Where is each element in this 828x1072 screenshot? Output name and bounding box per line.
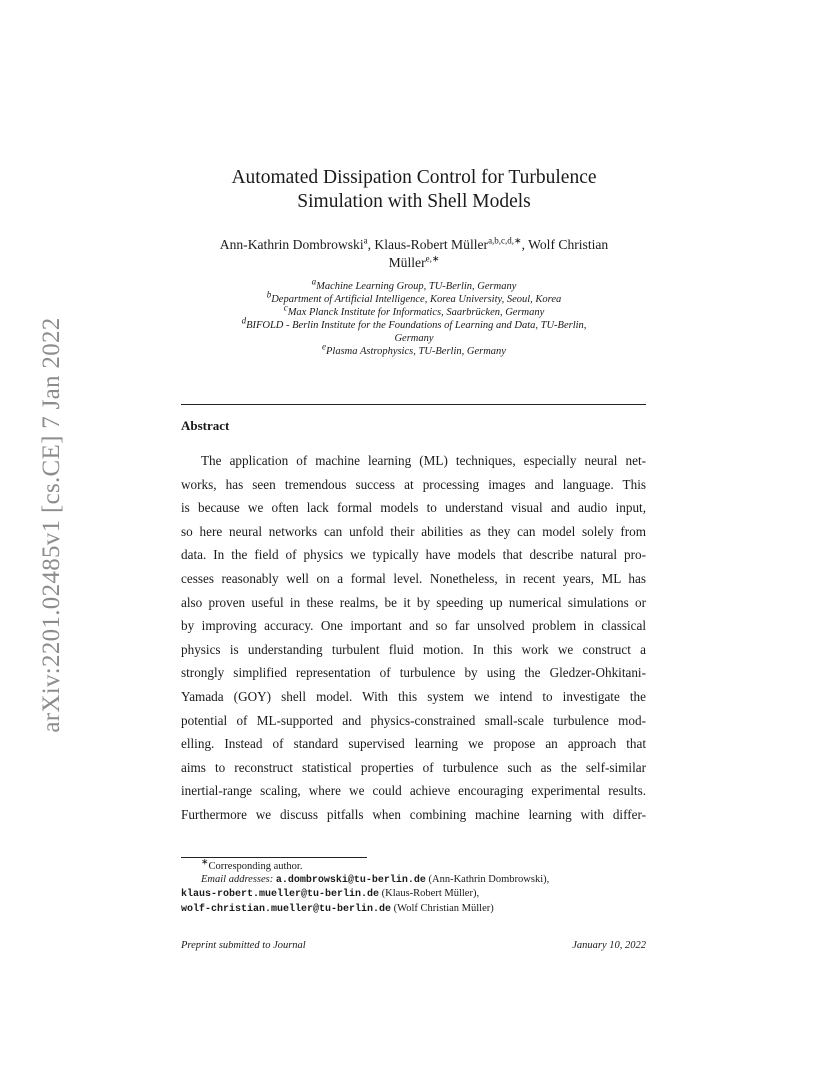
email-line-3 — [181, 902, 651, 916]
abstract-line: also proven useful in these realms, be it by speeding up numerical simulations or — [181, 594, 646, 610]
author-line-1 — [0, 236, 828, 254]
author-name: , Wolf Christian — [521, 237, 609, 252]
abstract-line: by improving accuracy. One important and so far unsolved problem in classical — [181, 618, 646, 634]
email-owner: (Wolf Christian Müller) — [393, 902, 494, 914]
affil-text: BIFOLD - Berlin Institute for the Foundations of Learning and Data, TU-Berlin, — [246, 320, 587, 331]
affiliation-d — [0, 315, 828, 332]
email-label: Email addresses: — [201, 874, 274, 886]
footnotes — [181, 856, 651, 916]
affil-sup: c — [283, 302, 288, 313]
abstract-heading: Abstract — [181, 418, 230, 433]
email-line-2 — [181, 887, 651, 901]
arxiv-identifier-stamp: arXiv:2201.02485v1 [cs.CE] 7 Jan 2022 — [38, 317, 65, 733]
author-name: Müller — [388, 255, 426, 270]
affiliation-d-cont: Germany — [394, 333, 434, 344]
affiliation-c — [0, 302, 828, 319]
email-owner: (Ann-Kathrin Dombrowski), — [428, 874, 550, 886]
affiliation-b — [0, 289, 828, 306]
abstract-line: inertial-range scaling, where we could achieve encouraging experimental results. — [181, 783, 646, 799]
abstract-line: works, has seen tremendous success at processing images and language. This — [181, 476, 646, 492]
corresponding-author-note — [181, 856, 651, 873]
abstract-line: Yamada (GOY) shell model. With this system we intend to investigate the — [181, 688, 646, 704]
footer-journal: Preprint submitted to Journal — [181, 940, 306, 951]
affil-text: Department of Artificial Intelligence, Korea University, Seoul, Korea — [271, 294, 562, 305]
affil-sup: e — [322, 341, 327, 352]
title-line-1: Automated Dissipation Control for Turbulence — [231, 167, 597, 188]
abstract-top-rule — [181, 404, 646, 405]
abstract-line: so here neural networks can unfold their abilities as they can model solely from — [181, 523, 646, 539]
footnote-marker: ∗ — [201, 856, 209, 867]
author-line-2 — [0, 254, 828, 272]
author-name: , Klaus-Robert Müller — [367, 237, 489, 252]
email-link[interactable]: a.dombrowski@tu-berlin.de — [275, 875, 426, 887]
affil-sup: d — [241, 315, 247, 326]
email-link[interactable]: wolf-christian.mueller@tu-berlin.de — [181, 903, 392, 915]
email-line-1 — [181, 873, 651, 887]
affiliation-a — [0, 276, 828, 293]
author-affil-sup: a,b,c,d,∗ — [488, 235, 522, 246]
abstract-line: potential of ML-supported and physics-constrained small-scale turbulence mod- — [181, 712, 646, 728]
affiliation-e — [0, 341, 828, 358]
footer-date: January 10, 2022 — [572, 940, 646, 951]
abstract-line: data. In the field of physics we typically have models that describe natural pro- — [181, 547, 646, 563]
affiliations — [0, 276, 828, 358]
abstract-line: is because we often lack formal models to understand visual and audio input, — [181, 500, 646, 516]
abstract-line: The application of machine learning (ML) techniques, especially neural net- — [201, 453, 646, 468]
paper-title — [0, 166, 828, 214]
abstract-body — [181, 449, 646, 827]
affil-text: Machine Learning Group, TU-Berlin, Germany — [316, 281, 517, 292]
title-line-2: Simulation with Shell Models — [297, 191, 531, 212]
affil-sup: b — [266, 289, 272, 300]
author-name: Ann-Kathrin Dombrowski — [219, 237, 364, 252]
affil-sup: a — [311, 276, 317, 287]
abstract-line: Furthermore we discuss pitfalls when combining machine learning with differ- — [181, 806, 646, 822]
abstract-line: strongly simplified representation of turbulence by using the Gledzer-Ohkitani- — [181, 665, 646, 681]
author-list — [0, 236, 828, 272]
email-owner: (Klaus-Robert Müller), — [381, 888, 480, 900]
affil-text: Max Planck Institute for Informatics, Saarbrücken, Germany — [287, 307, 545, 318]
abstract-line: elling. Instead of standard supervised learning we propose an approach that — [181, 736, 646, 752]
author-affil-sup: a — [363, 235, 368, 246]
abstract-line: cesses reasonably well on a formal level. Nonetheless, in recent years, ML has — [181, 570, 646, 586]
author-affil-sup: e,∗ — [425, 253, 440, 264]
abstract-line: aims to reconstruct statistical properties of turbulence such as the self-similar — [181, 759, 646, 775]
affil-text: Plasma Astrophysics, TU-Berlin, Germany — [326, 346, 506, 357]
abstract-line: physics is understanding turbulent fluid motion. In this work we construct a — [181, 641, 646, 657]
email-link[interactable]: klaus-robert.mueller@tu-berlin.de — [181, 889, 380, 901]
corresponding-text: Corresponding author. — [208, 861, 303, 872]
